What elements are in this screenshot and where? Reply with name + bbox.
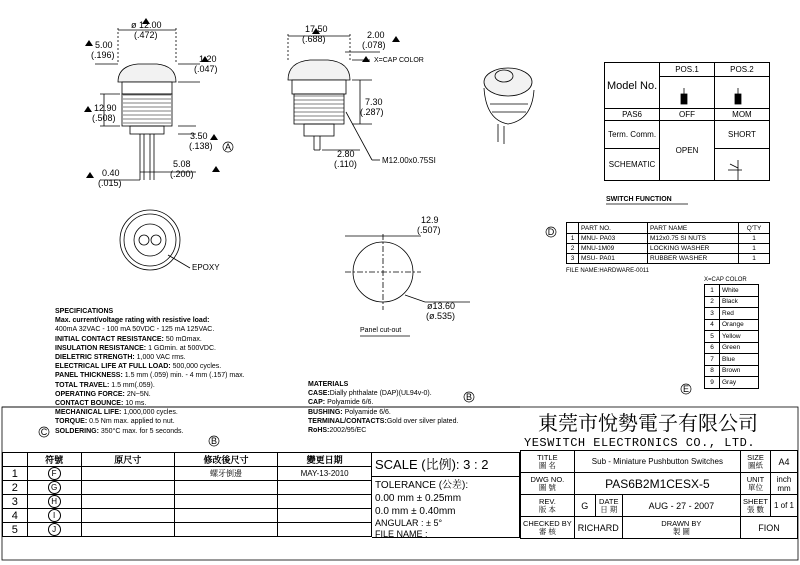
table-row: 1 MNU- PA03 M12x0.75 SI NUTS 1 xyxy=(567,234,770,244)
materials-title: MATERIALS xyxy=(308,381,349,388)
dim-cap-diameter-inch: (.472) xyxy=(134,30,158,40)
table-row: 1 White xyxy=(705,285,759,297)
dim-base: 3.50 xyxy=(190,131,208,141)
label-cap-color: X=CAP COLOR xyxy=(374,57,424,64)
date-value: AUG - 27 - 2007 xyxy=(622,495,740,517)
table-row: 8 Brown xyxy=(705,365,759,377)
material-line: TERMINAL/CONTACTS:Gold over silver plated. xyxy=(308,417,459,425)
spec-line: MECHANICAL LIFE: 1,000,000 cycles. xyxy=(55,409,178,417)
table-row: 1 F 螺牙倒邊 MAY-13-2010 xyxy=(3,467,372,481)
parts-table xyxy=(566,222,770,264)
svg-text:A: A xyxy=(224,142,232,152)
dim-cap-rim-inch: (.078) xyxy=(362,40,386,50)
spec-line: SOLDERING: 350°C max. for 5 seconds. xyxy=(55,427,184,435)
parts-header-qty: Q'TY xyxy=(739,223,770,234)
spec-line: INITIAL CONTACT RESISTANCE: 50 mΩmax. xyxy=(55,335,202,343)
unit-label: UNIT xyxy=(746,474,765,484)
pos1-icon-cell xyxy=(660,77,715,109)
table-row: 2 Black xyxy=(705,296,759,308)
svg-text:C: C xyxy=(40,427,48,437)
parts-header-name: PART NAME xyxy=(648,223,739,234)
schematic-cell xyxy=(714,149,769,181)
table-row: 4 Orange xyxy=(705,319,759,331)
spec-line: OPERATING FORCE: 2N~5N. xyxy=(55,390,151,398)
marker-b-spec xyxy=(209,436,219,446)
dim-pin-width-inch: (.015) xyxy=(98,178,122,188)
label-thread: M12.00x0.75SI xyxy=(382,156,436,165)
short-state: SHORT xyxy=(714,121,769,149)
pos2-state: MOM xyxy=(714,109,769,121)
marker-b-materials xyxy=(464,392,474,402)
spec-line: 400mA 32VAC - 100 mA 50VDC - 125 mA 125VAC. xyxy=(55,326,215,334)
material-line: CASE:Dially phthalate (DAP)(UL94v-0). xyxy=(308,390,432,398)
spec-line: DIELETRIC STRENGTH: 1,000 VAC rms. xyxy=(55,354,186,362)
pos2-header: POS.2 xyxy=(714,63,769,77)
cap-color-title: X=CAP COLOR xyxy=(704,277,747,283)
table-row: 9 Gray xyxy=(705,377,759,389)
schematic-label: SCHEMATIC xyxy=(605,149,660,181)
switch-function-caption: SWITCH FUNCTION xyxy=(606,196,672,203)
company-name-en: YESWITCH ELECTRONICS CO., LTD. xyxy=(524,436,756,450)
table-row: 5 Yellow xyxy=(705,331,759,343)
marker-a xyxy=(223,142,233,152)
dim-terminal-inch: (.110) xyxy=(334,159,357,169)
dim-total-height: 17.50 xyxy=(305,24,328,34)
dim-cap-height: 5.00 xyxy=(95,40,113,50)
model-label: Model No. xyxy=(605,63,660,109)
table-row: 2 MNU-1M09 LOCKING WASHER 1 xyxy=(567,244,770,254)
table-row: 4 I xyxy=(3,509,372,523)
table-row: 2 G xyxy=(3,481,372,495)
tolerance-title: TOLERANCE (公差): xyxy=(375,480,469,491)
dwg-label: DWG NO. xyxy=(530,474,565,484)
marker-c xyxy=(39,427,49,437)
pos2-icon-cell xyxy=(714,77,769,109)
dim-bushing-length: 7.30 xyxy=(365,97,383,107)
label-epoxy: EPOXY xyxy=(192,263,220,272)
rev-header-modified: 修改後尺寸 xyxy=(174,453,277,467)
pos1-header: POS.1 xyxy=(660,63,715,77)
revision-table xyxy=(2,452,372,537)
spec-line: TORQUE: 0.5 Nm max. applied to nut. xyxy=(55,418,175,426)
sheet-value: 1 of 1 xyxy=(771,495,798,517)
dim-cutout-flat-inch: (.507) xyxy=(417,225,441,235)
materials-block xyxy=(308,380,458,435)
drawn-value: FION xyxy=(740,517,797,539)
table-row: 6 Green xyxy=(705,342,759,354)
title-label: TITLE xyxy=(537,452,558,462)
open-state: OPEN xyxy=(660,121,715,181)
dwg-value: PAS6B2M1CESX-5 xyxy=(574,473,740,495)
table-row: 3 Red xyxy=(705,308,759,320)
bottom-view xyxy=(120,210,190,270)
dim-base-inch: (.138) xyxy=(189,141,213,151)
svg-text:E: E xyxy=(682,384,690,394)
specifications-block xyxy=(55,307,245,436)
rev-header-date: 變更日期 xyxy=(278,453,372,467)
angular-tolerance: ANGULAR : ± 5° xyxy=(375,518,443,528)
isometric-view xyxy=(484,68,534,144)
dim-cutout-diameter-inch: (ø.535) xyxy=(426,311,456,321)
svg-text:D: D xyxy=(547,227,555,237)
dim-flange-inch: (.047) xyxy=(194,64,218,74)
marker-d xyxy=(546,227,556,237)
term-comm-label: Term. Comm. xyxy=(605,121,660,149)
rev-header-original: 原尺寸 xyxy=(81,453,174,467)
model-value: PAS6 xyxy=(605,109,660,121)
dim-cutout-flat: 12.9 xyxy=(421,215,439,225)
label-panel-cutout: Panel cut-out xyxy=(360,327,402,334)
dim-cutout-diameter: ø13.60 xyxy=(427,301,456,311)
dim-cap-height-inch: (.196) xyxy=(91,50,115,60)
svg-text:B: B xyxy=(210,436,218,446)
dim-pin-pitch-inch: (.200) xyxy=(170,169,194,179)
scale-label: SCALE (比例): 3 : 2 xyxy=(375,457,489,472)
dim-bushing-inch: (.508) xyxy=(92,113,116,123)
table-row: 5 J xyxy=(3,523,372,537)
spec-line: CONTACT BOUNCE: 10 ms. xyxy=(55,400,147,408)
spec-line: ELECTRICAL LIFE AT FULL LOAD: 500,000 cycles. xyxy=(55,363,222,371)
pos1-state: OFF xyxy=(660,109,715,121)
marker-e xyxy=(681,384,691,394)
parts-file-name: FILE NAME:HARDWARE-0011 xyxy=(566,268,650,274)
parts-header-no: PART NO. xyxy=(579,223,648,234)
dim-pin-width: 0.40 xyxy=(102,168,120,178)
tolerance-block xyxy=(372,452,520,538)
rev-value: G xyxy=(574,495,595,517)
spec-line: Max. current/voltage rating with resistive load: xyxy=(55,317,210,325)
dim-bushing: 12.90 xyxy=(94,103,117,113)
file-name-label: FILE NAME : xyxy=(375,529,428,539)
switch-function-table xyxy=(604,62,770,181)
title-value: Sub - Miniature Pushbutton Switches xyxy=(574,451,740,473)
dim-bushing-length-inch: (.287) xyxy=(360,107,384,117)
spec-title: SPECIFICATIONS xyxy=(55,308,114,315)
svg-text:B: B xyxy=(465,392,473,402)
checked-label: CHECKED BY xyxy=(523,518,572,528)
tolerance-line-2: 0.0 mm ± 0.40mm xyxy=(375,506,456,517)
material-line: BUSHING: Polyamide 6/6. xyxy=(308,408,391,416)
cap-color-table xyxy=(704,284,759,389)
dim-pin-pitch: 5.08 xyxy=(173,159,191,169)
rev-header-symbol: 符號 xyxy=(27,453,81,467)
table-row: 7 Blue xyxy=(705,354,759,366)
rev-label: REV. xyxy=(538,496,556,506)
checked-value: RICHARD xyxy=(574,517,622,539)
date-label: DATE xyxy=(599,496,619,506)
dim-cap-diameter: ø 12.00 xyxy=(131,20,162,30)
size-label: SIZE xyxy=(747,452,764,462)
unit-value: inch mm xyxy=(771,473,798,495)
material-line: CAP: Polyamide 6/6. xyxy=(308,399,374,407)
spec-line: TOTAL TRAVEL: 1.5 mm(.059). xyxy=(55,381,155,389)
sheet-label: SHEET xyxy=(742,496,768,506)
spec-line: PANEL THICKNESS: 1.5 mm (.059) min. - 4 mm (.157) max. xyxy=(55,372,245,380)
material-line: RoHS:2002/95/EC xyxy=(308,427,367,435)
dim-total-height-inch: (.688) xyxy=(302,34,326,44)
tolerance-line-1: 0.00 mm ± 0.25mm xyxy=(375,493,462,504)
table-row: 3 H xyxy=(3,495,372,509)
title-info-table: TITLE 圖 名 Sub - Miniature Pushbutton Switches SIZE 圖紙 A4 DWG NO. 圖 號 PAS6B2M1CESX-5 UNIT 單位 inch mm REV. 版 本 G DATE 日 期 AUG - 27 - 2007 SHEET 張 數 1 of 1 CHECKED BY 審 核 RICHARD DRAWN BY 製 圖 FION xyxy=(520,450,798,539)
dim-cap-rim: 2.00 xyxy=(367,30,385,40)
drawn-label: DRAWN BY xyxy=(661,518,702,528)
dim-flange: 1.20 xyxy=(199,54,217,64)
dim-terminal: 2.80 xyxy=(337,149,355,159)
table-row: 3 MSU- PA01 RUBBER WASHER 1 xyxy=(567,254,770,264)
spec-line: INSULATION RESISTANCE: 1 GΩmin. at 500VDC. xyxy=(55,344,216,352)
size-value: A4 xyxy=(771,451,798,473)
company-name-cn: 東莞市悅勢電子有限公司 xyxy=(538,411,758,435)
